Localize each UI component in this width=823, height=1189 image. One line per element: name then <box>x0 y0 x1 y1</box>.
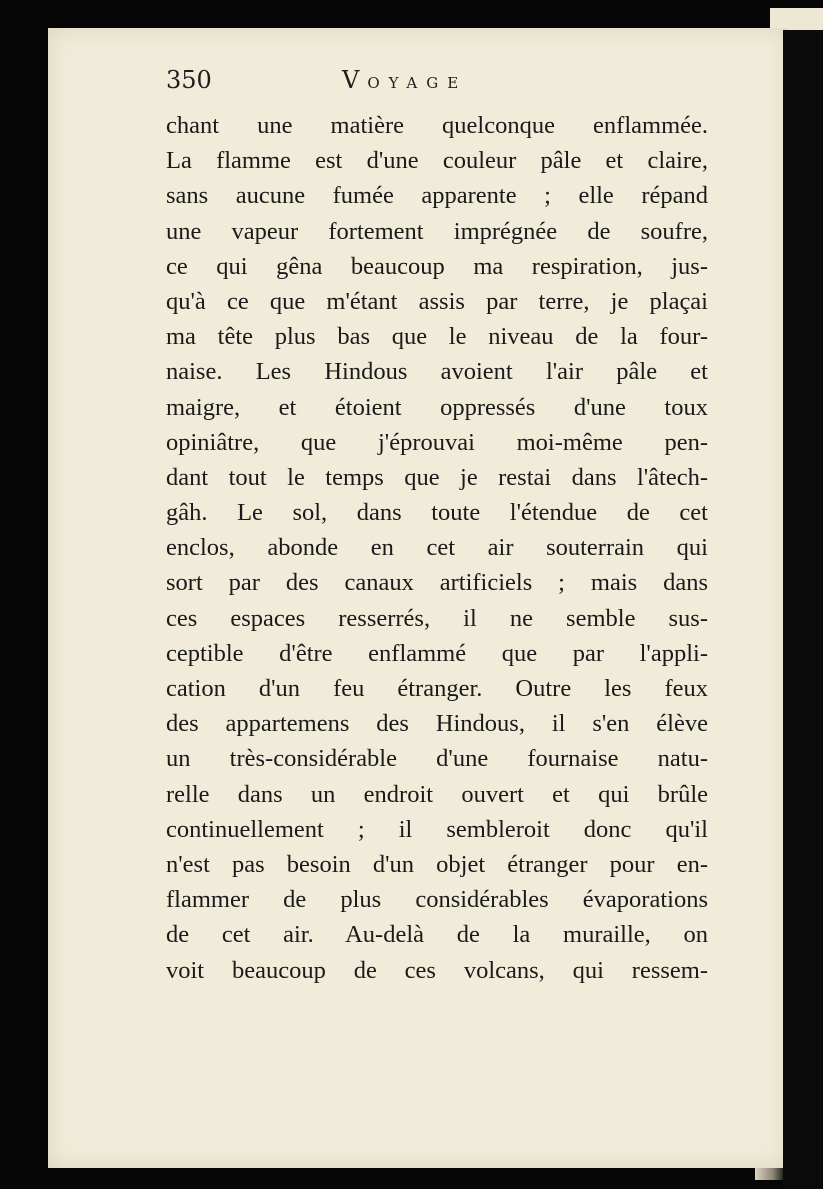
text-line: dant tout le temps que je restai dans l'âtech- <box>166 463 708 491</box>
text-line: n'est pas besoin d'un objet étranger pour en- <box>166 850 708 878</box>
text-line: relle dans un endroit ouvert et qui brûle <box>166 780 708 808</box>
text-line: sort par des canaux artificiels ; mais dans <box>166 569 708 597</box>
running-head-rest: OYAGE <box>367 74 468 92</box>
text-line: ceptible d'être enflammé que par l'appli- <box>166 639 708 667</box>
text-line: un très-considérable d'une fournaise natu- <box>166 745 708 773</box>
text-line: une vapeur fortement imprégnée de soufre, <box>166 217 708 245</box>
text-line: naise. Les Hindous avoient l'air pâle et <box>166 358 708 386</box>
text-line: ma tête plus bas que le niveau de la four- <box>166 323 708 351</box>
text-line: qu'à ce que m'étant assis par terre, je plaçai <box>166 287 708 315</box>
text-line: de cet air. Au-delà de la muraille, on <box>166 921 708 949</box>
text-line: La flamme est d'une couleur pâle et claire, <box>166 147 708 175</box>
text-line: cation d'un feu étranger. Outre les feux <box>166 675 708 702</box>
text-line: voit beaucoup de ces volcans, qui ressem- <box>166 956 708 984</box>
text-line: opiniâtre, que j'éprouvai moi-même pen- <box>166 428 708 456</box>
text-line: des appartemens des Hindous, il s'en élève <box>166 710 708 738</box>
text-line: gâh. Le sol, dans toute l'étendue de cet <box>166 499 708 527</box>
text-line: enclos, abonde en cet air souterrain qui <box>166 534 708 562</box>
text-line: chant une matière quelconque enflammée. <box>166 112 708 139</box>
text-line: flammer de plus considérables évaporations <box>166 886 708 914</box>
page-header <box>166 62 726 102</box>
page-number: 350 <box>166 66 212 94</box>
running-head <box>342 66 467 94</box>
text-line: ces espaces resserrés, il ne semble sus- <box>166 604 708 632</box>
body-text <box>166 108 708 988</box>
running-head-initial: V <box>342 66 368 94</box>
text-line: maigre, et étoient oppressés d'une toux <box>166 393 708 421</box>
text-line: sans aucune fumée apparente ; elle répand <box>166 182 708 210</box>
text-line: ce qui gêna beaucoup ma respiration, jus- <box>166 252 708 280</box>
text-line: continuellement ; il sembleroit donc qu'il <box>166 815 708 843</box>
background-edge <box>783 30 823 1189</box>
